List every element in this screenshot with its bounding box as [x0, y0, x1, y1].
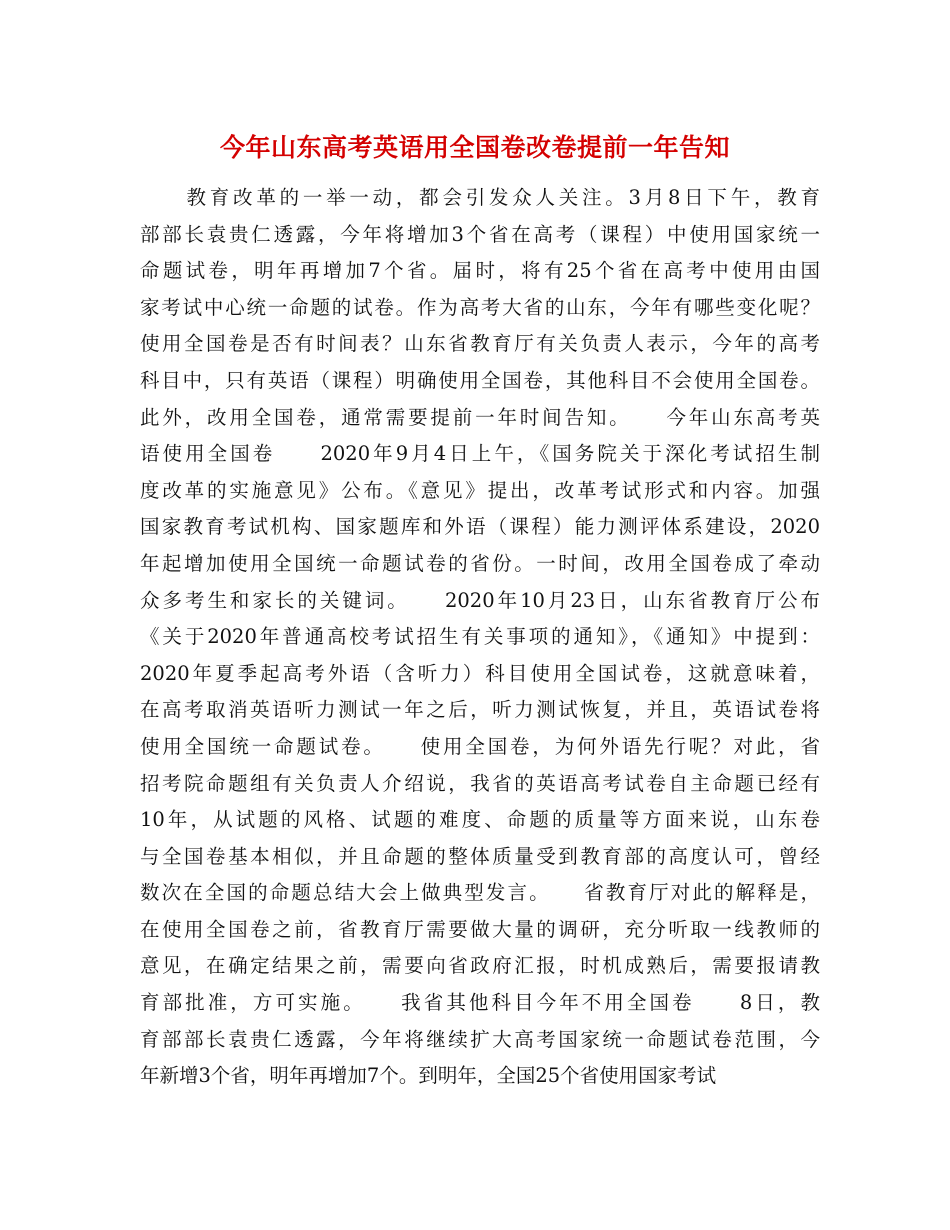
body-line: 10年，从试题的风格、试题的难度、命题的质量等方面来说，山东卷 — [140, 808, 820, 832]
document-title: 今年山东高考英语用全国卷改卷提前一年告知 — [219, 133, 730, 162]
body-line: 育部批准，方可实施。 我省其他科目今年不用全国卷 8日，教 — [140, 991, 820, 1015]
body-line: 在高考取消英语听力测试一年之后，听力测试恢复，并且，英语试卷将 — [140, 698, 820, 722]
body-line: 在使用全国卷之前，省教育厅需要做大量的调研，充分听取一线教师的 — [140, 917, 820, 941]
body-line: 命题试卷，明年再增加7个省。届时，将有25个省在高考中使用由国 — [140, 259, 820, 283]
body-line: 使用全国统一命题试卷。 使用全国卷，为何外语先行呢？对此，省 — [140, 734, 820, 758]
body-line: 年起增加使用全国统一命题试卷的省份。一时间，改用全国卷成了牵动 — [140, 551, 820, 575]
body-line: 年新增3个省，明年再增加7个。到明年，全国25个省使用国家考试 — [140, 1064, 717, 1088]
body-line: 科目中，只有英语（课程）明确使用全国卷，其他科目不会使用全国卷。 — [140, 368, 820, 392]
body-line: 度改革的实施意见》公布。《意见》提出，改革考试形式和内容。加强 — [140, 478, 820, 502]
body-line: 2020年夏季起高考外语（含听力）科目使用全国试卷，这就意味着， — [140, 661, 820, 685]
body-line: 此外，改用全国卷，通常需要提前一年时间告知。 今年山东高考英 — [140, 405, 820, 429]
body-line: 众多考生和家长的关键词。 2020年10月23日，山东省教育厅公布 — [140, 588, 820, 612]
body-line: 育部部长袁贵仁透露，今年将继续扩大高考国家统一命题试卷范围，今 — [140, 1027, 820, 1051]
body-line: 教育改革的一举一动，都会引发众人关注。3月8日下午，教育 — [140, 186, 820, 209]
body-line: 部部长袁贵仁透露，今年将增加3个省在高考（课程）中使用国家统一 — [140, 222, 820, 246]
body-line: 与全国卷基本相似，并且命题的整体质量受到教育部的高度认可，曾经 — [140, 844, 820, 868]
body-line: 语使用全国卷 2020年9月4日上午，《国务院关于深化考试招生制 — [140, 442, 820, 466]
body-line: 国家教育考试机构、国家题库和外语（课程）能力测评体系建设，2020 — [140, 515, 820, 539]
body-line: 使用全国卷是否有时间表？山东省教育厅有关负责人表示，今年的高考 — [140, 332, 820, 356]
body-line: 招考院命题组有关负责人介绍说，我省的英语高考试卷自主命题已经有 — [140, 771, 820, 795]
body-line: 《关于2020年普通高校考试招生有关事项的通知》，《通知》中提到： — [140, 625, 820, 649]
document-body — [140, 180, 820, 1095]
body-line: 家考试中心统一命题的试卷。作为高考大省的山东，今年有哪些变化呢？ — [140, 295, 820, 319]
body-line: 意见，在确定结果之前，需要向省政府汇报，时机成熟后，需要报请教 — [140, 954, 820, 978]
body-line: 数次在全国的命题总结大会上做典型发言。 省教育厅对此的解释是， — [140, 881, 820, 905]
